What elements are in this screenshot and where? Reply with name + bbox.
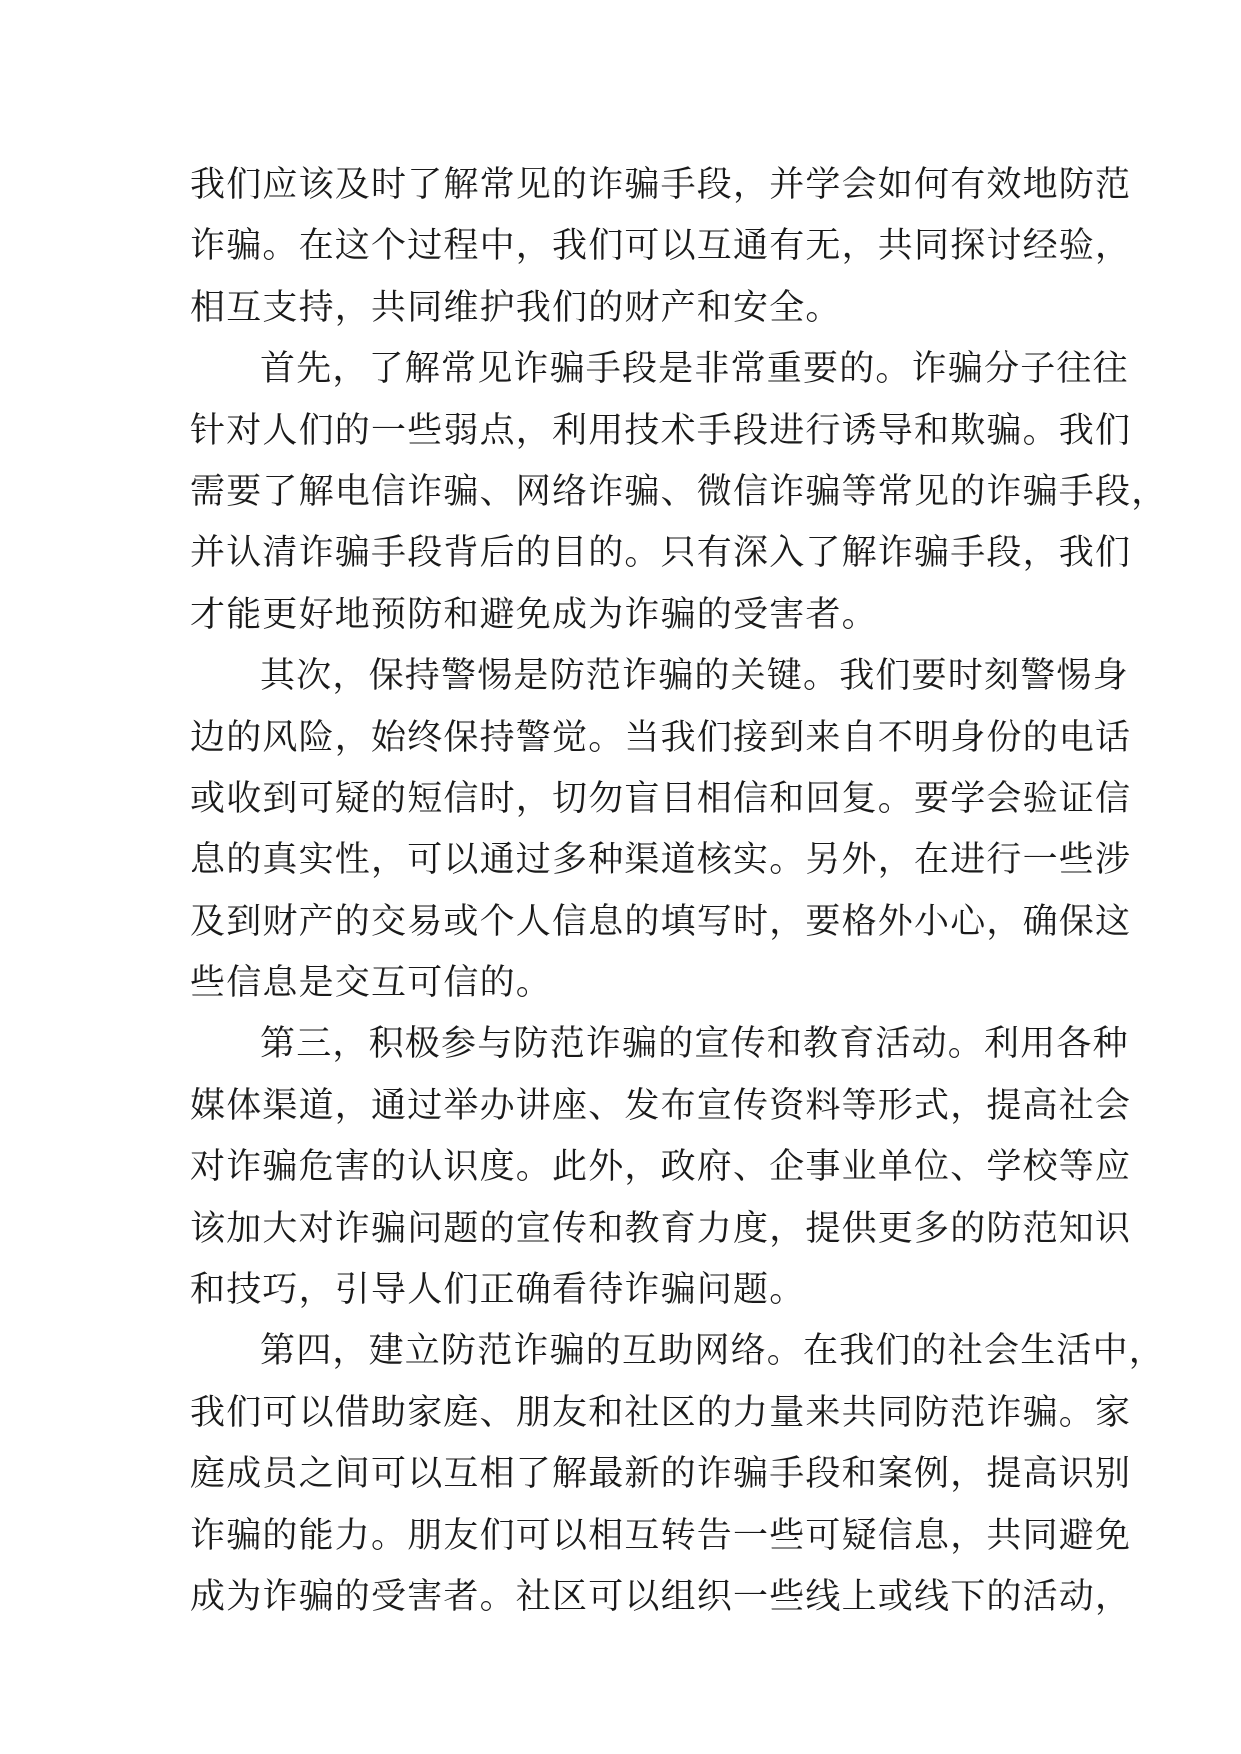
text-line: 和技巧，引导人们正确看待诈骗问题。 <box>190 1270 806 1311</box>
text-line: 对诈骗危害的认识度。此外，政府、企事业单位、学校等应 <box>190 1147 1132 1188</box>
text-line: 才能更好地预防和避免成为诈骗的受害者。 <box>190 594 878 635</box>
text-line: 成为诈骗的受害者。社区可以组织一些线上或线下的活动， <box>190 1576 1132 1617</box>
text-line: 边的风险，始终保持警觉。当我们接到来自不明身份的电话 <box>190 717 1132 758</box>
text-line: 诈骗。在这个过程中，我们可以互通有无，共同探讨经验， <box>190 226 1132 267</box>
text-line: 或收到可疑的短信时，切勿盲目相信和回复。要学会验证信 <box>190 778 1132 819</box>
text-line: 及到财产的交易或个人信息的填写时，要格外小心，确保这 <box>190 901 1132 942</box>
text-line: 诈骗的能力。朋友们可以相互转告一些可疑信息，共同避免 <box>190 1515 1132 1556</box>
text-line: 我们应该及时了解常见的诈骗手段，并学会如何有效地防范 <box>190 165 1132 205</box>
text-line: 息的真实性，可以通过多种渠道核实。另外，在进行一些涉 <box>190 840 1132 881</box>
text-line: 并认清诈骗手段背后的目的。只有深入了解诈骗手段，我们 <box>190 533 1132 574</box>
text-line: 庭成员之间可以互相了解最新的诈骗手段和案例，提高识别 <box>190 1454 1132 1495</box>
paragraph-first-line: 首先，了解常见诈骗手段是非常重要的。诈骗分子往往 <box>260 349 1129 390</box>
paragraph-first-line: 其次，保持警惕是防范诈骗的关键。我们要时刻警惕身 <box>260 656 1129 697</box>
text-line: 些信息是交互可信的。 <box>190 963 553 1004</box>
text-line: 媒体渠道，通过举办讲座、发布宣传资料等形式，提高社会 <box>190 1085 1132 1126</box>
text-line: 相互支持，共同维护我们的财产和安全。 <box>190 287 842 328</box>
text-line: 该加大对诈骗问题的宣传和教育力度，提供更多的防范知识 <box>190 1208 1132 1249</box>
paragraph-first-line: 第四，建立防范诈骗的互助网络。在我们的社会生活中， <box>260 1331 1166 1372</box>
paragraph-first-line: 第三，积极参与防范诈骗的宣传和教育活动。利用各种 <box>260 1024 1129 1065</box>
text-line: 针对人们的一些弱点，利用技术手段进行诱导和欺骗。我们 <box>190 410 1132 451</box>
body-text <box>190 155 1168 1628</box>
text-line: 我们可以借助家庭、朋友和社区的力量来共同防范诈骗。家 <box>190 1392 1132 1433</box>
text-line: 需要了解电信诈骗、网络诈骗、微信诈骗等常见的诈骗手段， <box>190 471 1168 512</box>
